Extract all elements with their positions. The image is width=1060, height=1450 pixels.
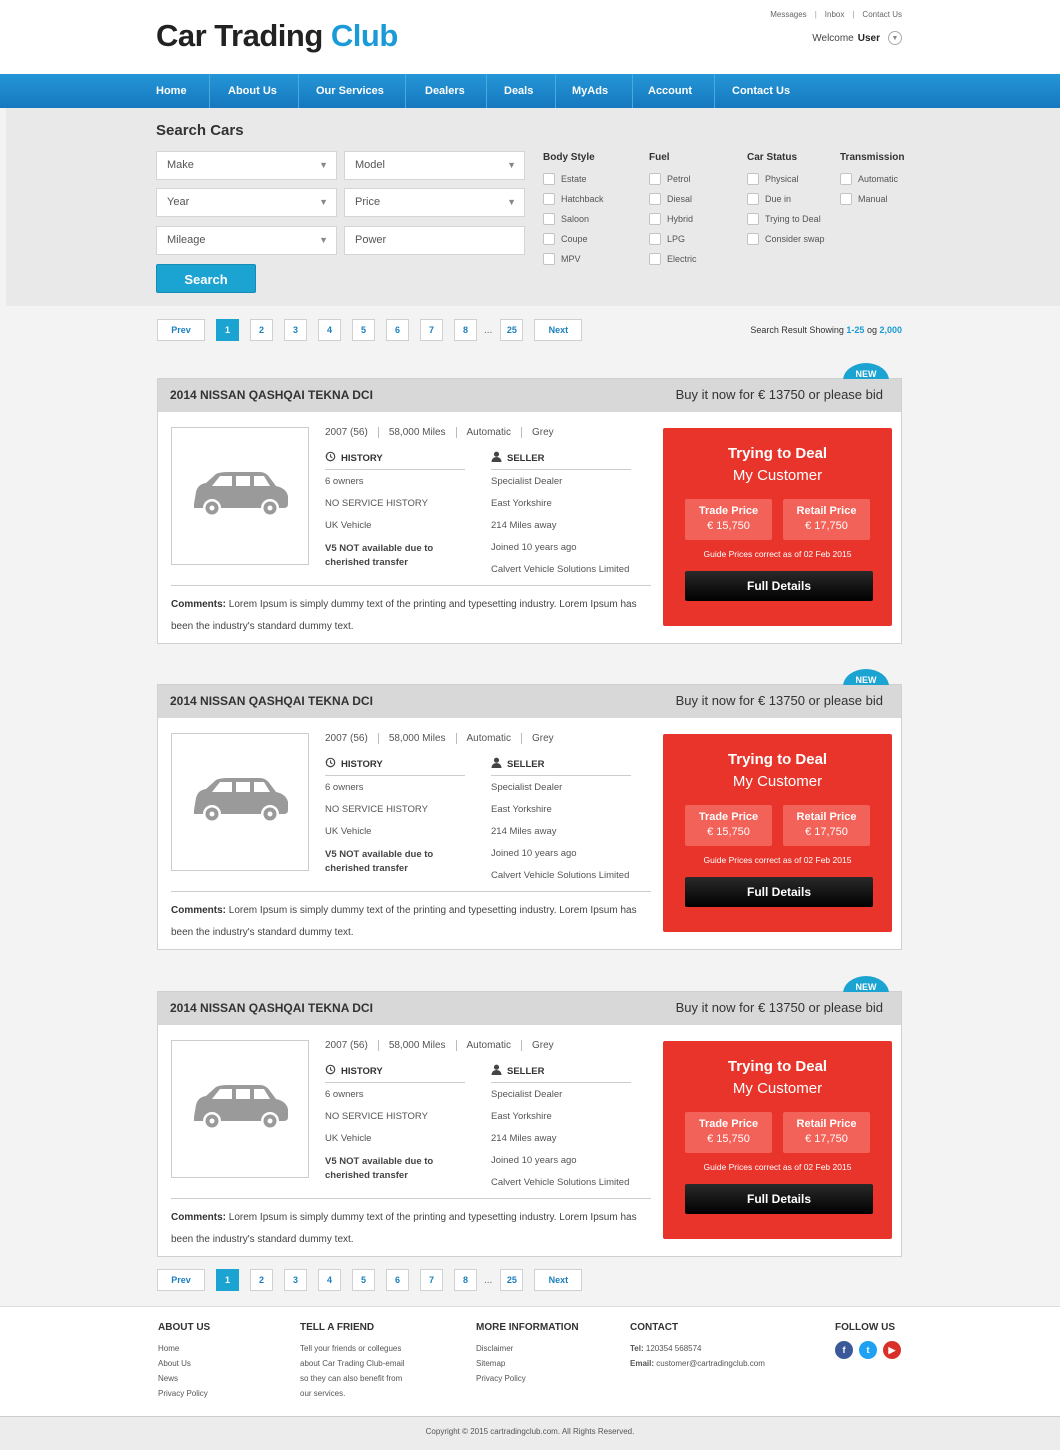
trade-price-value: € 15,750 [707, 826, 750, 838]
checkbox-icon [747, 233, 759, 245]
checkbox-icon [649, 173, 661, 185]
retail-price-label: Retail Price [796, 1118, 857, 1130]
deal-panel [663, 734, 892, 932]
deal-panel [663, 428, 892, 626]
power-input-placeholder: Power [355, 234, 387, 246]
seller-item: 214 Miles away [491, 826, 557, 837]
footer-email [630, 1356, 765, 1371]
checkbox-label: Trying to Deal [765, 214, 821, 224]
checkbox-icon [649, 193, 661, 205]
new-badge: NEW [843, 363, 889, 385]
email-label: Email: [630, 1359, 655, 1368]
page-button-5[interactable]: 5 [352, 319, 375, 341]
history-note: V5 NOT available due to cherished transfer [325, 543, 434, 568]
pagination-top [157, 319, 593, 341]
nav-item-our-services[interactable]: Our Services [299, 74, 406, 108]
site-header [0, 0, 1060, 74]
filter-heading: Car Status [747, 152, 798, 163]
logo-accent-text: Club [330, 18, 398, 53]
footer-text: Tell your friends or collegues [300, 1344, 402, 1353]
full-details-button[interactable]: Full Details [685, 877, 873, 907]
seller-item: Joined 10 years ago [491, 848, 577, 859]
pagination-ellipsis: ... [484, 1274, 493, 1286]
page-button-25[interactable]: 25 [500, 1269, 523, 1291]
footer-heading: CONTACT [630, 1322, 679, 1333]
car-thumbnail[interactable] [171, 427, 309, 565]
filter-heading: Fuel [649, 152, 670, 163]
deal-title: Trying to Deal [727, 751, 828, 768]
page-button-8[interactable]: 8 [454, 1269, 477, 1291]
listing-specs [325, 427, 574, 438]
copyright: Copyright © 2015 cartradingclub.com. All Rights Reserved. [0, 1416, 1060, 1450]
nav-item-myads[interactable]: MyAds [556, 74, 633, 108]
listing-card [157, 982, 902, 1257]
checkbox-coupe[interactable] [543, 229, 604, 249]
deal-title: Trying to Deal [727, 445, 828, 462]
nav-item-about-us[interactable]: About Us [210, 74, 299, 108]
trade-price-value: € 15,750 [707, 520, 750, 532]
checkbox-label: LPG [667, 234, 686, 244]
trade-price-label: Trade Price [698, 505, 759, 517]
filter-body-style [543, 152, 604, 269]
checkbox-label: Hatchback [561, 194, 604, 204]
spec-mileage: 58,000 Miles [389, 733, 457, 744]
full-details-button[interactable]: Full Details [685, 1184, 873, 1214]
full-details-button[interactable]: Full Details [685, 571, 873, 601]
history-item: NO SERVICE HISTORY [325, 498, 428, 509]
checkbox-icon [649, 213, 661, 225]
page-button-8[interactable]: 8 [454, 319, 477, 341]
seller-item: East Yorkshire [491, 1111, 552, 1122]
seller-item: 214 Miles away [491, 520, 557, 531]
listing-comments [171, 891, 651, 944]
page-button-7[interactable]: 7 [420, 319, 443, 341]
listing-card [157, 675, 902, 950]
page-button-4[interactable]: 4 [318, 1269, 341, 1291]
site-footer [0, 1306, 1060, 1416]
checkbox-due-in[interactable] [747, 189, 825, 209]
car-thumbnail[interactable] [171, 733, 309, 871]
prev-button[interactable]: Prev [157, 1269, 205, 1291]
trade-price-label: Trade Price [698, 1118, 759, 1130]
car-icon [188, 776, 292, 829]
facebook-icon[interactable]: f [835, 1341, 853, 1359]
checkbox-automatic[interactable] [840, 169, 904, 189]
retail-price-box [783, 499, 870, 540]
page-button-6[interactable]: 6 [386, 319, 409, 341]
username: User [857, 32, 880, 44]
spec-transmission: Automatic [467, 427, 522, 438]
retail-price-label: Retail Price [796, 811, 857, 823]
nav-item-deals[interactable]: Deals [487, 74, 556, 108]
user-icon [491, 757, 502, 771]
checkbox-petrol[interactable] [649, 169, 697, 189]
filter-heading: Transmission [840, 152, 905, 163]
chevron-down-icon: ▼ [319, 160, 328, 170]
result-range: 1-25 [846, 325, 865, 335]
listing-title[interactable]: 2014 NISSAN QASHQAI TEKNA DCI [170, 1001, 373, 1015]
history-item: UK Vehicle [325, 1133, 372, 1144]
tel-value: 120354 568574 [645, 1344, 702, 1353]
listing-card [157, 369, 902, 644]
spec-year: 2007 (56) [325, 427, 379, 438]
page-button-7[interactable]: 7 [420, 1269, 443, 1291]
page-button-1[interactable]: 1 [216, 319, 239, 341]
page-button-6[interactable]: 6 [386, 1269, 409, 1291]
retail-price-label: Retail Price [796, 505, 857, 517]
spec-year: 2007 (56) [325, 1040, 379, 1051]
pagination-ellipsis: ... [484, 324, 493, 336]
messages-link[interactable]: Messages [770, 10, 807, 19]
footer-link-about-us[interactable]: About Us [158, 1359, 191, 1368]
listing-title[interactable]: 2014 NISSAN QASHQAI TEKNA DCI [170, 388, 373, 402]
listing-header [158, 992, 901, 1025]
footer-link-privacy-policy[interactable]: Privacy Policy [158, 1389, 208, 1398]
nav-item-contact-us[interactable]: Contact Us [732, 85, 791, 97]
seller-heading [491, 451, 631, 470]
car-thumbnail[interactable] [171, 1040, 309, 1178]
page-button-2[interactable]: 2 [250, 319, 273, 341]
checkbox-icon [840, 173, 852, 185]
chevron-down-icon: ▼ [507, 197, 516, 207]
filter-car-status [747, 152, 825, 249]
model-select[interactable] [344, 151, 525, 180]
inbox-link[interactable]: Inbox [824, 10, 845, 19]
history-column [325, 451, 465, 570]
checkbox-label: Saloon [561, 214, 590, 224]
seller-item: Joined 10 years ago [491, 542, 577, 553]
year-select-value: Year [167, 196, 190, 208]
footer-contact [630, 1322, 765, 1371]
chevron-down-icon: ▼ [507, 160, 516, 170]
listing-price-line: Buy it now for € 13750 or please bid [675, 1000, 883, 1015]
history-item: 6 owners [325, 1089, 364, 1100]
seller-heading-text: SELLER [507, 1065, 545, 1077]
footer-follow [835, 1322, 901, 1359]
result-count [750, 325, 902, 335]
retail-price-value: € 17,750 [805, 826, 848, 838]
checkbox-icon [747, 173, 759, 185]
checkbox-label: Automatic [858, 174, 899, 184]
seller-column [491, 757, 631, 892]
retail-price-value: € 17,750 [805, 520, 848, 532]
guide-prices-note: Guide Prices correct as of 02 Feb 2015 [703, 1162, 852, 1172]
history-heading [325, 757, 465, 776]
footer-text: so they can also benefit from [300, 1374, 403, 1383]
seller-heading-text: SELLER [507, 758, 545, 770]
retail-price-box [783, 805, 870, 846]
separator: | [814, 10, 817, 19]
seller-heading [491, 757, 631, 776]
search-button[interactable]: Search [156, 264, 256, 293]
site-logo[interactable] [156, 18, 398, 54]
history-heading-text: HISTORY [341, 758, 383, 770]
comments-label: Comments: [171, 1212, 227, 1223]
result-label: Search Result Showing [750, 325, 844, 335]
seller-item: Specialist Dealer [491, 1089, 563, 1100]
spec-transmission: Automatic [467, 733, 522, 744]
checkbox-physical[interactable] [747, 169, 825, 189]
footer-text: our services. [300, 1389, 346, 1398]
logo-text: Car Trading [156, 18, 323, 53]
seller-column [491, 1064, 631, 1199]
next-button[interactable]: Next [534, 319, 582, 341]
checkbox-label: Consider swap [765, 234, 825, 244]
new-badge: NEW [843, 669, 889, 691]
history-heading-text: HISTORY [341, 1065, 383, 1077]
seller-heading-text: SELLER [507, 452, 545, 464]
deal-panel [663, 1041, 892, 1239]
nav-item-dealers[interactable]: Dealers [406, 74, 487, 108]
filter-heading: Body Style [543, 152, 595, 163]
deal-subtitle: My Customer [732, 1080, 823, 1097]
car-icon [188, 1083, 292, 1136]
seller-item: Joined 10 years ago [491, 1155, 577, 1166]
history-icon [325, 451, 336, 465]
spec-year: 2007 (56) [325, 733, 379, 744]
youtube-icon[interactable]: ▶ [883, 1341, 901, 1359]
guide-prices-note: Guide Prices correct as of 02 Feb 2015 [703, 549, 852, 559]
deal-title: Trying to Deal [727, 1058, 828, 1075]
page-button-5[interactable]: 5 [352, 1269, 375, 1291]
listing-comments [171, 585, 651, 638]
checkbox-hatchback[interactable] [543, 189, 604, 209]
top-links [770, 10, 902, 19]
history-item: 6 owners [325, 476, 364, 487]
checkbox-label: Manual [858, 194, 888, 204]
prev-button[interactable]: Prev [157, 319, 205, 341]
footer-heading: MORE INFORMATION [476, 1322, 579, 1333]
history-item: NO SERVICE HISTORY [325, 804, 428, 815]
chevron-down-icon: ▼ [319, 235, 328, 245]
contact-us-link[interactable]: Contact Us [862, 10, 902, 19]
footer-tell-a-friend [300, 1322, 405, 1401]
trade-price-label: Trade Price [698, 811, 759, 823]
checkbox-manual[interactable] [840, 189, 904, 209]
comments-label: Comments: [171, 905, 227, 916]
chevron-down-icon: ▼ [319, 197, 328, 207]
make-select[interactable] [156, 151, 337, 180]
retail-price-box [783, 1112, 870, 1153]
listing-specs [325, 1040, 574, 1051]
trade-price-box [685, 805, 772, 846]
tel-label: Tel: [630, 1344, 644, 1353]
history-heading [325, 1064, 465, 1083]
pagination-bottom [157, 1269, 593, 1291]
twitter-icon[interactable]: t [859, 1341, 877, 1359]
comments-text: Lorem Ipsum is simply dummy text of the printing and typesetting industry. Lorem Ipsum has been the industry's standard dummy text. [171, 1212, 637, 1245]
nav-item-account[interactable]: Account [633, 74, 715, 108]
seller-item: 214 Miles away [491, 1133, 557, 1144]
mileage-select-value: Mileage [167, 234, 206, 246]
social-icons [835, 1341, 901, 1359]
search-title: Search Cars [156, 122, 244, 139]
guide-prices-note: Guide Prices correct as of 02 Feb 2015 [703, 855, 852, 865]
footer-heading: TELL A FRIEND [300, 1322, 375, 1333]
checkbox-icon [543, 213, 555, 225]
checkbox-icon [543, 193, 555, 205]
page-button-25[interactable]: 25 [500, 319, 523, 341]
checkbox-icon [747, 213, 759, 225]
history-column [325, 1064, 465, 1183]
history-item: 6 owners [325, 782, 364, 793]
checkbox-label: Electric [667, 254, 697, 264]
filter-transmission [840, 152, 904, 209]
trade-price-value: € 15,750 [707, 1133, 750, 1145]
checkbox-lpg[interactable] [649, 229, 697, 249]
history-column [325, 757, 465, 876]
listing-price-line: Buy it now for € 13750 or please bid [675, 693, 883, 708]
listing-specs [325, 733, 574, 744]
trade-price-box [685, 499, 772, 540]
checkbox-label: Coupe [561, 234, 588, 244]
spec-mileage: 58,000 Miles [389, 1040, 457, 1051]
footer-heading: FOLLOW US [835, 1322, 895, 1333]
checkbox-label: Petrol [667, 174, 691, 184]
listing-price-line: Buy it now for € 13750 or please bid [675, 387, 883, 402]
checkbox-consider-swap[interactable] [747, 229, 825, 249]
footer-link-home[interactable]: Home [158, 1344, 180, 1353]
next-button[interactable]: Next [534, 1269, 582, 1291]
page-button-2[interactable]: 2 [250, 1269, 273, 1291]
seller-item: Calvert Vehicle Solutions Limited [491, 1177, 630, 1188]
price-select[interactable] [344, 188, 525, 217]
user-menu-chevron-icon[interactable]: ▼ [888, 31, 902, 45]
page-button-4[interactable]: 4 [318, 319, 341, 341]
seller-heading [491, 1064, 631, 1083]
seller-item: Calvert Vehicle Solutions Limited [491, 870, 630, 881]
checkbox-icon [747, 193, 759, 205]
listing-title[interactable]: 2014 NISSAN QASHQAI TEKNA DCI [170, 694, 373, 708]
page-button-3[interactable]: 3 [284, 319, 307, 341]
footer-tel [630, 1341, 765, 1356]
deal-subtitle: My Customer [732, 467, 823, 484]
seller-column [491, 451, 631, 586]
retail-price-value: € 17,750 [805, 1133, 848, 1145]
car-icon [188, 470, 292, 523]
checkbox-icon [840, 193, 852, 205]
comments-text: Lorem Ipsum is simply dummy text of the printing and typesetting industry. Lorem Ipsum has been the industry's standard dummy text. [171, 599, 637, 632]
user-icon [491, 451, 502, 465]
footer-link-disclaimer[interactable]: Disclaimer [476, 1344, 514, 1353]
footer-text: about Car Trading Club-email [300, 1359, 405, 1368]
checkbox-diesal[interactable] [649, 189, 697, 209]
checkbox-hybrid[interactable] [649, 209, 697, 229]
footer-link-news[interactable]: News [158, 1374, 179, 1383]
history-heading-text: HISTORY [341, 452, 383, 464]
checkbox-electric[interactable] [649, 249, 697, 269]
price-select-value: Price [355, 196, 381, 208]
result-total: 2,000 [879, 325, 902, 335]
power-input[interactable] [344, 226, 525, 255]
model-select-value: Model [355, 159, 385, 171]
trade-price-box [685, 1112, 772, 1153]
checkbox-saloon[interactable] [543, 209, 604, 229]
footer-heading: ABOUT US [158, 1322, 211, 1333]
make-select-value: Make [167, 159, 194, 171]
deal-subtitle: My Customer [732, 773, 823, 790]
spec-colour: Grey [531, 427, 554, 438]
seller-item: East Yorkshire [491, 498, 552, 509]
checkbox-icon [649, 233, 661, 245]
result-of: og [866, 325, 877, 335]
user-icon [491, 1064, 502, 1078]
checkbox-label: Due in [765, 194, 792, 204]
history-item: UK Vehicle [325, 826, 372, 837]
comments-label: Comments: [171, 599, 227, 610]
seller-item: Specialist Dealer [491, 782, 563, 793]
checkbox-label: Physical [765, 174, 799, 184]
footer-more-info [476, 1322, 579, 1386]
checkbox-icon [543, 253, 555, 265]
footer-link-sitemap[interactable]: Sitemap [476, 1359, 506, 1368]
checkbox-mpv[interactable] [543, 249, 604, 269]
page-button-3[interactable]: 3 [284, 1269, 307, 1291]
checkbox-icon [543, 233, 555, 245]
search-panel [6, 108, 1060, 306]
spec-mileage: 58,000 Miles [389, 427, 457, 438]
checkbox-label: Estate [561, 174, 587, 184]
history-icon [325, 1064, 336, 1078]
seller-item: Calvert Vehicle Solutions Limited [491, 564, 630, 575]
history-heading [325, 451, 465, 470]
spec-colour: Grey [531, 1040, 554, 1051]
checkbox-trying-to-deal[interactable] [747, 209, 825, 229]
filter-fuel [649, 152, 697, 269]
main-nav [0, 74, 1060, 108]
checkbox-label: Hybrid [667, 214, 694, 224]
checkbox-estate[interactable] [543, 169, 604, 189]
listing-header [158, 379, 901, 412]
comments-text: Lorem Ipsum is simply dummy text of the printing and typesetting industry. Lorem Ipsum has been the industry's standard dummy text. [171, 905, 637, 938]
seller-item: East Yorkshire [491, 804, 552, 815]
checkbox-icon [543, 173, 555, 185]
spec-transmission: Automatic [467, 1040, 522, 1051]
checkbox-label: Diesal [667, 194, 693, 204]
checkbox-icon [649, 253, 661, 265]
history-note: V5 NOT available due to cherished transfer [325, 1156, 434, 1181]
checkbox-label: MPV [561, 254, 581, 264]
history-icon [325, 757, 336, 771]
mileage-select[interactable] [156, 226, 337, 255]
nav-item-home[interactable]: Home [156, 74, 210, 108]
footer-about [158, 1322, 210, 1401]
year-select[interactable] [156, 188, 337, 217]
history-note: V5 NOT available due to cherished transfer [325, 849, 434, 874]
history-item: UK Vehicle [325, 520, 372, 531]
welcome-text: Welcome [812, 32, 854, 44]
seller-item: Specialist Dealer [491, 476, 563, 487]
listing-comments [171, 1198, 651, 1251]
footer-link-privacy-policy[interactable]: Privacy Policy [476, 1374, 526, 1383]
listing-header [158, 685, 901, 718]
history-item: NO SERVICE HISTORY [325, 1111, 428, 1122]
email-link[interactable]: customer@cartradingclub.com [656, 1359, 765, 1368]
new-badge: NEW [843, 976, 889, 998]
page-button-1[interactable]: 1 [216, 1269, 239, 1291]
separator: | [852, 10, 855, 19]
spec-colour: Grey [531, 733, 554, 744]
welcome-area [812, 31, 902, 45]
